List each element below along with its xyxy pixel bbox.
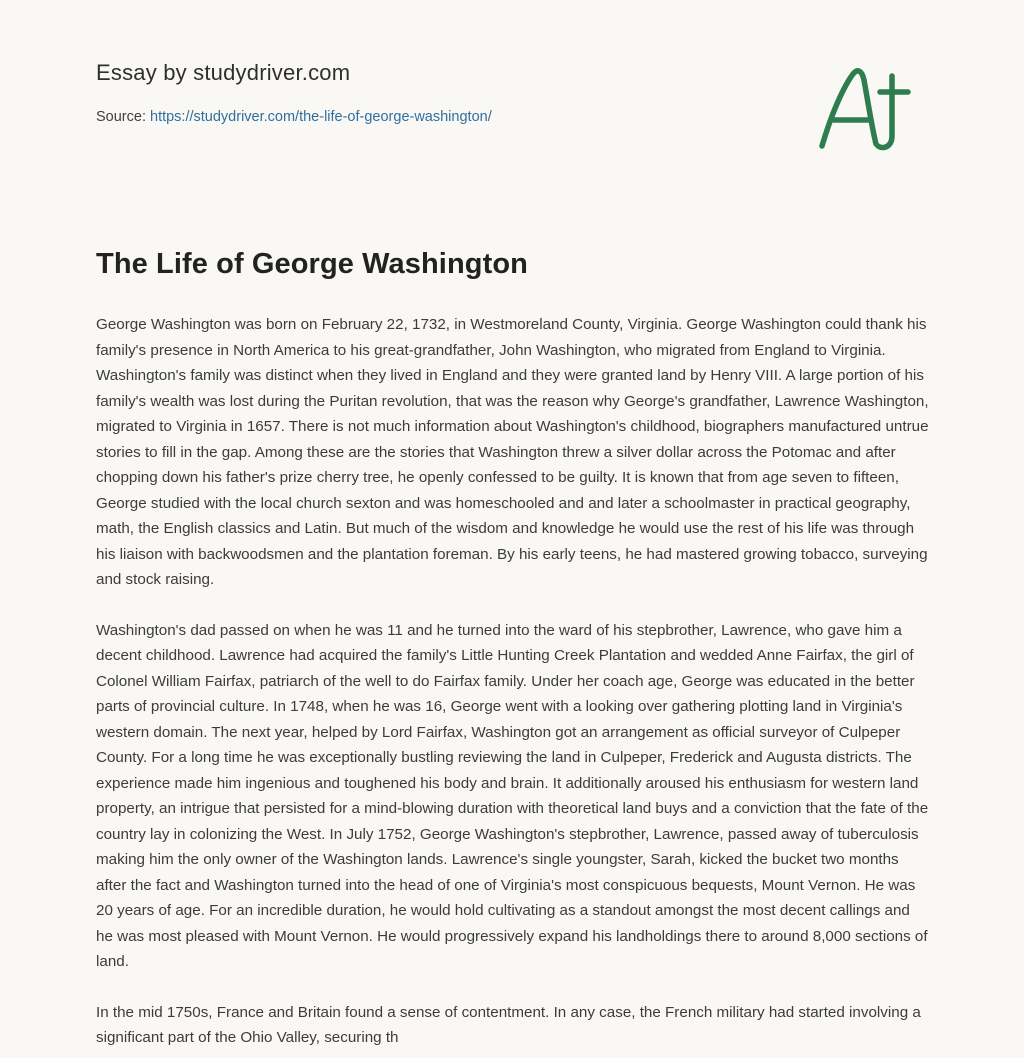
document-body	[96, 312, 929, 1051]
document-header	[96, 58, 926, 128]
source-url-link[interactable]: https://studydriver.com/the-life-of-george-washington/	[150, 109, 492, 125]
paragraph: George Washington was born on February 22, 1732, in Westmoreland County, Virginia. George Washington could thank his family's presence in North America to his great-grandfather, John Washington, who migrated from England to Virginia. Washington's family was distinct when they lived in England and they were granted land by Henry VIII. A large portion of his family's wealth was lost during the Puritan revolution, that was the reason why George's grandfather, Lawrence Washington, migrated to Virginia in 1657. There is not much information about Washington's childhood, biographers manufactured untrue stories to fill in the gap. Among these are the stories that Washington threw a silver dollar across the Potomac and after chopping down his father's prize cherry tree, he openly confessed to be guilty. It is known that from age seven to fifteen, George studied with the local church sexton and was homeschooled and and later a schoolmaster in practical geography, math, the English classics and Latin. But much of the wisdom and knowledge he would use the rest of his life was through his liaison with backwoodsmen and the plantation foreman. By his early teens, he had mastered growing tobacco, surveying and stock raising.	[96, 316, 929, 588]
essay-byline	[96, 58, 926, 88]
source-label: Source:	[96, 109, 150, 125]
essay-by-prefix: Essay by	[96, 60, 194, 85]
paragraph: Washington's dad passed on when he was 11 and he turned into the ward of his stepbrother, Lawrence, who gave him a decent childhood. Lawrence had acquired the family's Little Hunting Creek Plantation and wedded Anne Fairfax, the girl of Colonel William Fairfax, patriarch of the well to do Fairfax family. Under her coach age, George was educated in the better parts of provincial culture. In 1748, when he was 16, George went with a looking over gathering plotting land in Virginia's western domain. The next year, helped by Lord Fairfax, Washington got an arrangement as official surveyor of Culpeper County. For a long time he was exceptionally bustling reviewing the land in Culpeper, Frederick and Augusta districts. The experience made him ingenious and toughened his body and brain. It additionally aroused his enthusiasm for western land property, an intrigue that persisted for a mind-blowing duration with theoretical land buys and a conviction that the fate of the country lay in colonizing the West. In July 1752, George Washington's stepbrother, Lawrence, passed away of tuberculosis making him the only owner of the Washington lands. Lawrence's single youngster, Sarah, kicked the bucket two months after the fact and Washington turned into the head of one of Virginia's most conspicuous bequests, Mount Vernon. He was 20 years of age. For an incredible duration, he would hold cultivating as a standout amongst the most decent callings and he was most pleased with Mount Vernon. He would progressively expand his landholdings there to around 8,000 sections of land.	[96, 621, 929, 970]
essay-by-site: studydriver.com	[193, 60, 351, 85]
paragraph: In the mid 1750s, France and Britain found a sense of contentment. In any case, the French military had started involving a significant part of the Ohio Valley, securing th	[96, 1003, 921, 1046]
source-line	[96, 106, 926, 128]
page-title: The Life of George Washington	[96, 248, 528, 280]
studydriver-a-logo-icon	[808, 62, 928, 162]
